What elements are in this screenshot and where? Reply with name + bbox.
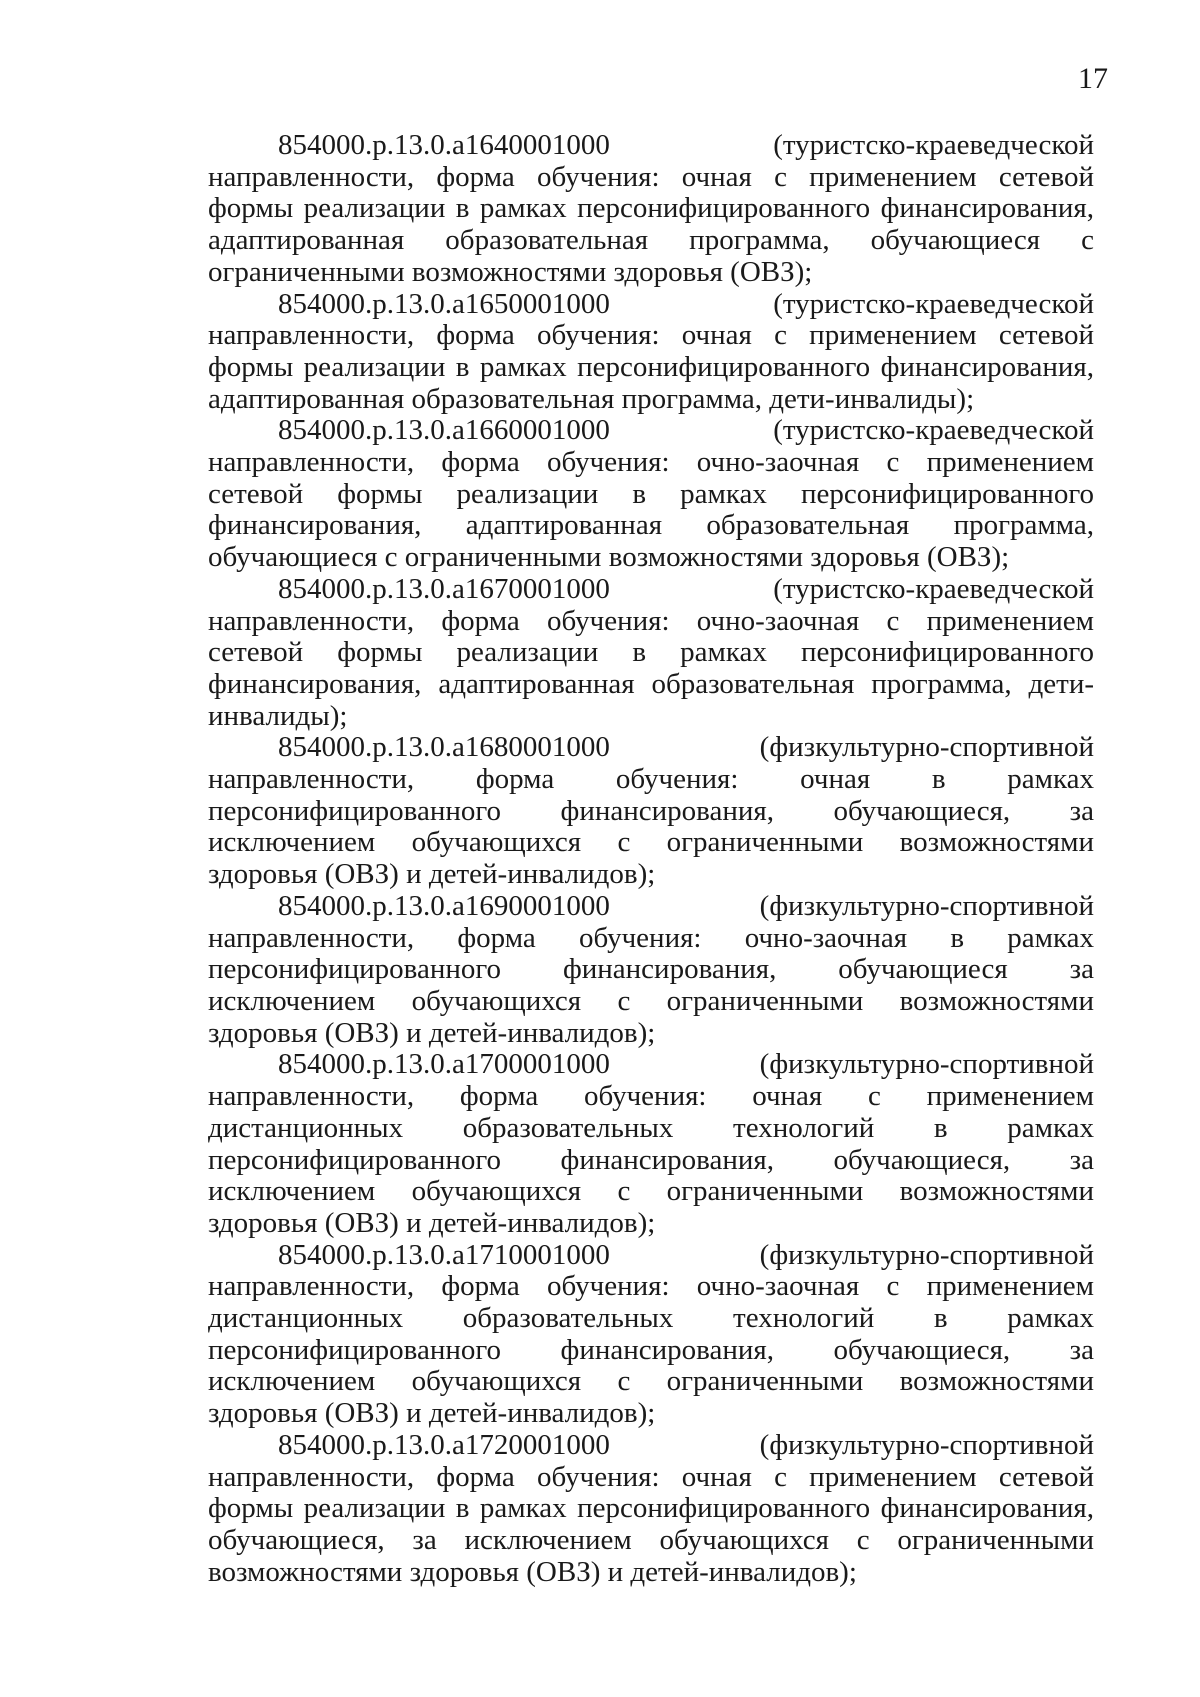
program-code: 854000.р.13.0.а1720001000 [278, 1428, 610, 1461]
program-description: (физкультурно-спортивной направленности, форма обучения: очная с применением сетевой формы реализации в рамках персонифицированного финансирования, обучающиеся, за исключением обучающихся с ограниченными возможностями здоровья (ОВЗ) и детей-инвалидов); [208, 1428, 1094, 1588]
page-number: 17 [1078, 62, 1108, 95]
list-item [208, 289, 1094, 416]
program-code: 854000.р.13.0.а1660001000 [278, 414, 610, 447]
list-item [208, 1240, 1094, 1430]
document-body [208, 130, 1094, 1588]
program-description: (туристско-краеведческой направленности, форма обучения: очно-заочная с применением сетевой формы реализации в рамках персонифицированного финансирования, адаптированная образовательная программа, дети-инвалиды); [208, 572, 1094, 732]
list-item [208, 1430, 1094, 1589]
program-description: (туристско-краеведческой направленности, форма обучения: очно-заочная с применением сетевой формы реализации в рамках персонифицированного финансирования, адаптированная образовательная программа, обучающиеся с ограниченными возможностями здоровья (ОВЗ); [208, 414, 1094, 574]
program-description: (туристско-краеведческой направленности, форма обучения: очная с применением сетевой формы реализации в рамках персонифицированного финансирования, адаптированная образовательная программа, обучающиеся с ограниченными возможностями здоровья (ОВЗ); [208, 129, 1094, 288]
list-item [208, 415, 1094, 574]
list-item [208, 1049, 1094, 1239]
program-code: 854000.р.13.0.а1680001000 [278, 731, 610, 764]
program-code: 854000.р.13.0.а1650001000 [278, 287, 610, 320]
list-item [208, 891, 1094, 1050]
list-item [208, 574, 1094, 733]
program-code: 854000.р.13.0.а1670001000 [278, 572, 610, 605]
list-item [208, 732, 1094, 891]
program-description: (физкультурно-спортивной направленности, форма обучения: очно-заочная с применением дистанционных образовательных технологий в рамках персонифицированного финансирования, обучающиеся, за исключением обучающихся с ограниченными возможностями здоровья (ОВЗ) и детей-инвалидов); [208, 1238, 1094, 1430]
program-description: (физкультурно-спортивной направленности, форма обучения: очно-заочная в рамках персонифицированного финансирования, обучающиеся за исключением обучающихся с ограниченными возможностями здоровья (ОВЗ) и детей-инвалидов); [208, 889, 1094, 1049]
list-item [208, 130, 1094, 289]
program-code: 854000.р.13.0.а1690001000 [278, 889, 610, 922]
program-code: 854000.р.13.0.а1700001000 [278, 1048, 610, 1081]
program-code: 854000.р.13.0.а1640001000 [278, 129, 610, 161]
program-code: 854000.р.13.0.а1710001000 [278, 1238, 610, 1271]
program-description: (физкультурно-спортивной направленности, форма обучения: очная в рамках персонифицированного финансирования, обучающиеся, за исключением обучающихся с ограниченными возможностями здоровья (ОВЗ) и детей-инвалидов); [208, 731, 1094, 891]
program-description: (физкультурно-спортивной направленности, форма обучения: очная с применением дистанционных образовательных технологий в рамках персонифицированного финансирования, обучающиеся, за исключением обучающихся с ограниченными возможностями здоровья (ОВЗ) и детей-инвалидов); [208, 1048, 1094, 1239]
program-description: (туристско-краеведческой направленности, форма обучения: очная с применением сетевой формы реализации в рамках персонифицированного финансирования, адаптированная образовательная программа, дети-инвалиды); [208, 287, 1094, 415]
